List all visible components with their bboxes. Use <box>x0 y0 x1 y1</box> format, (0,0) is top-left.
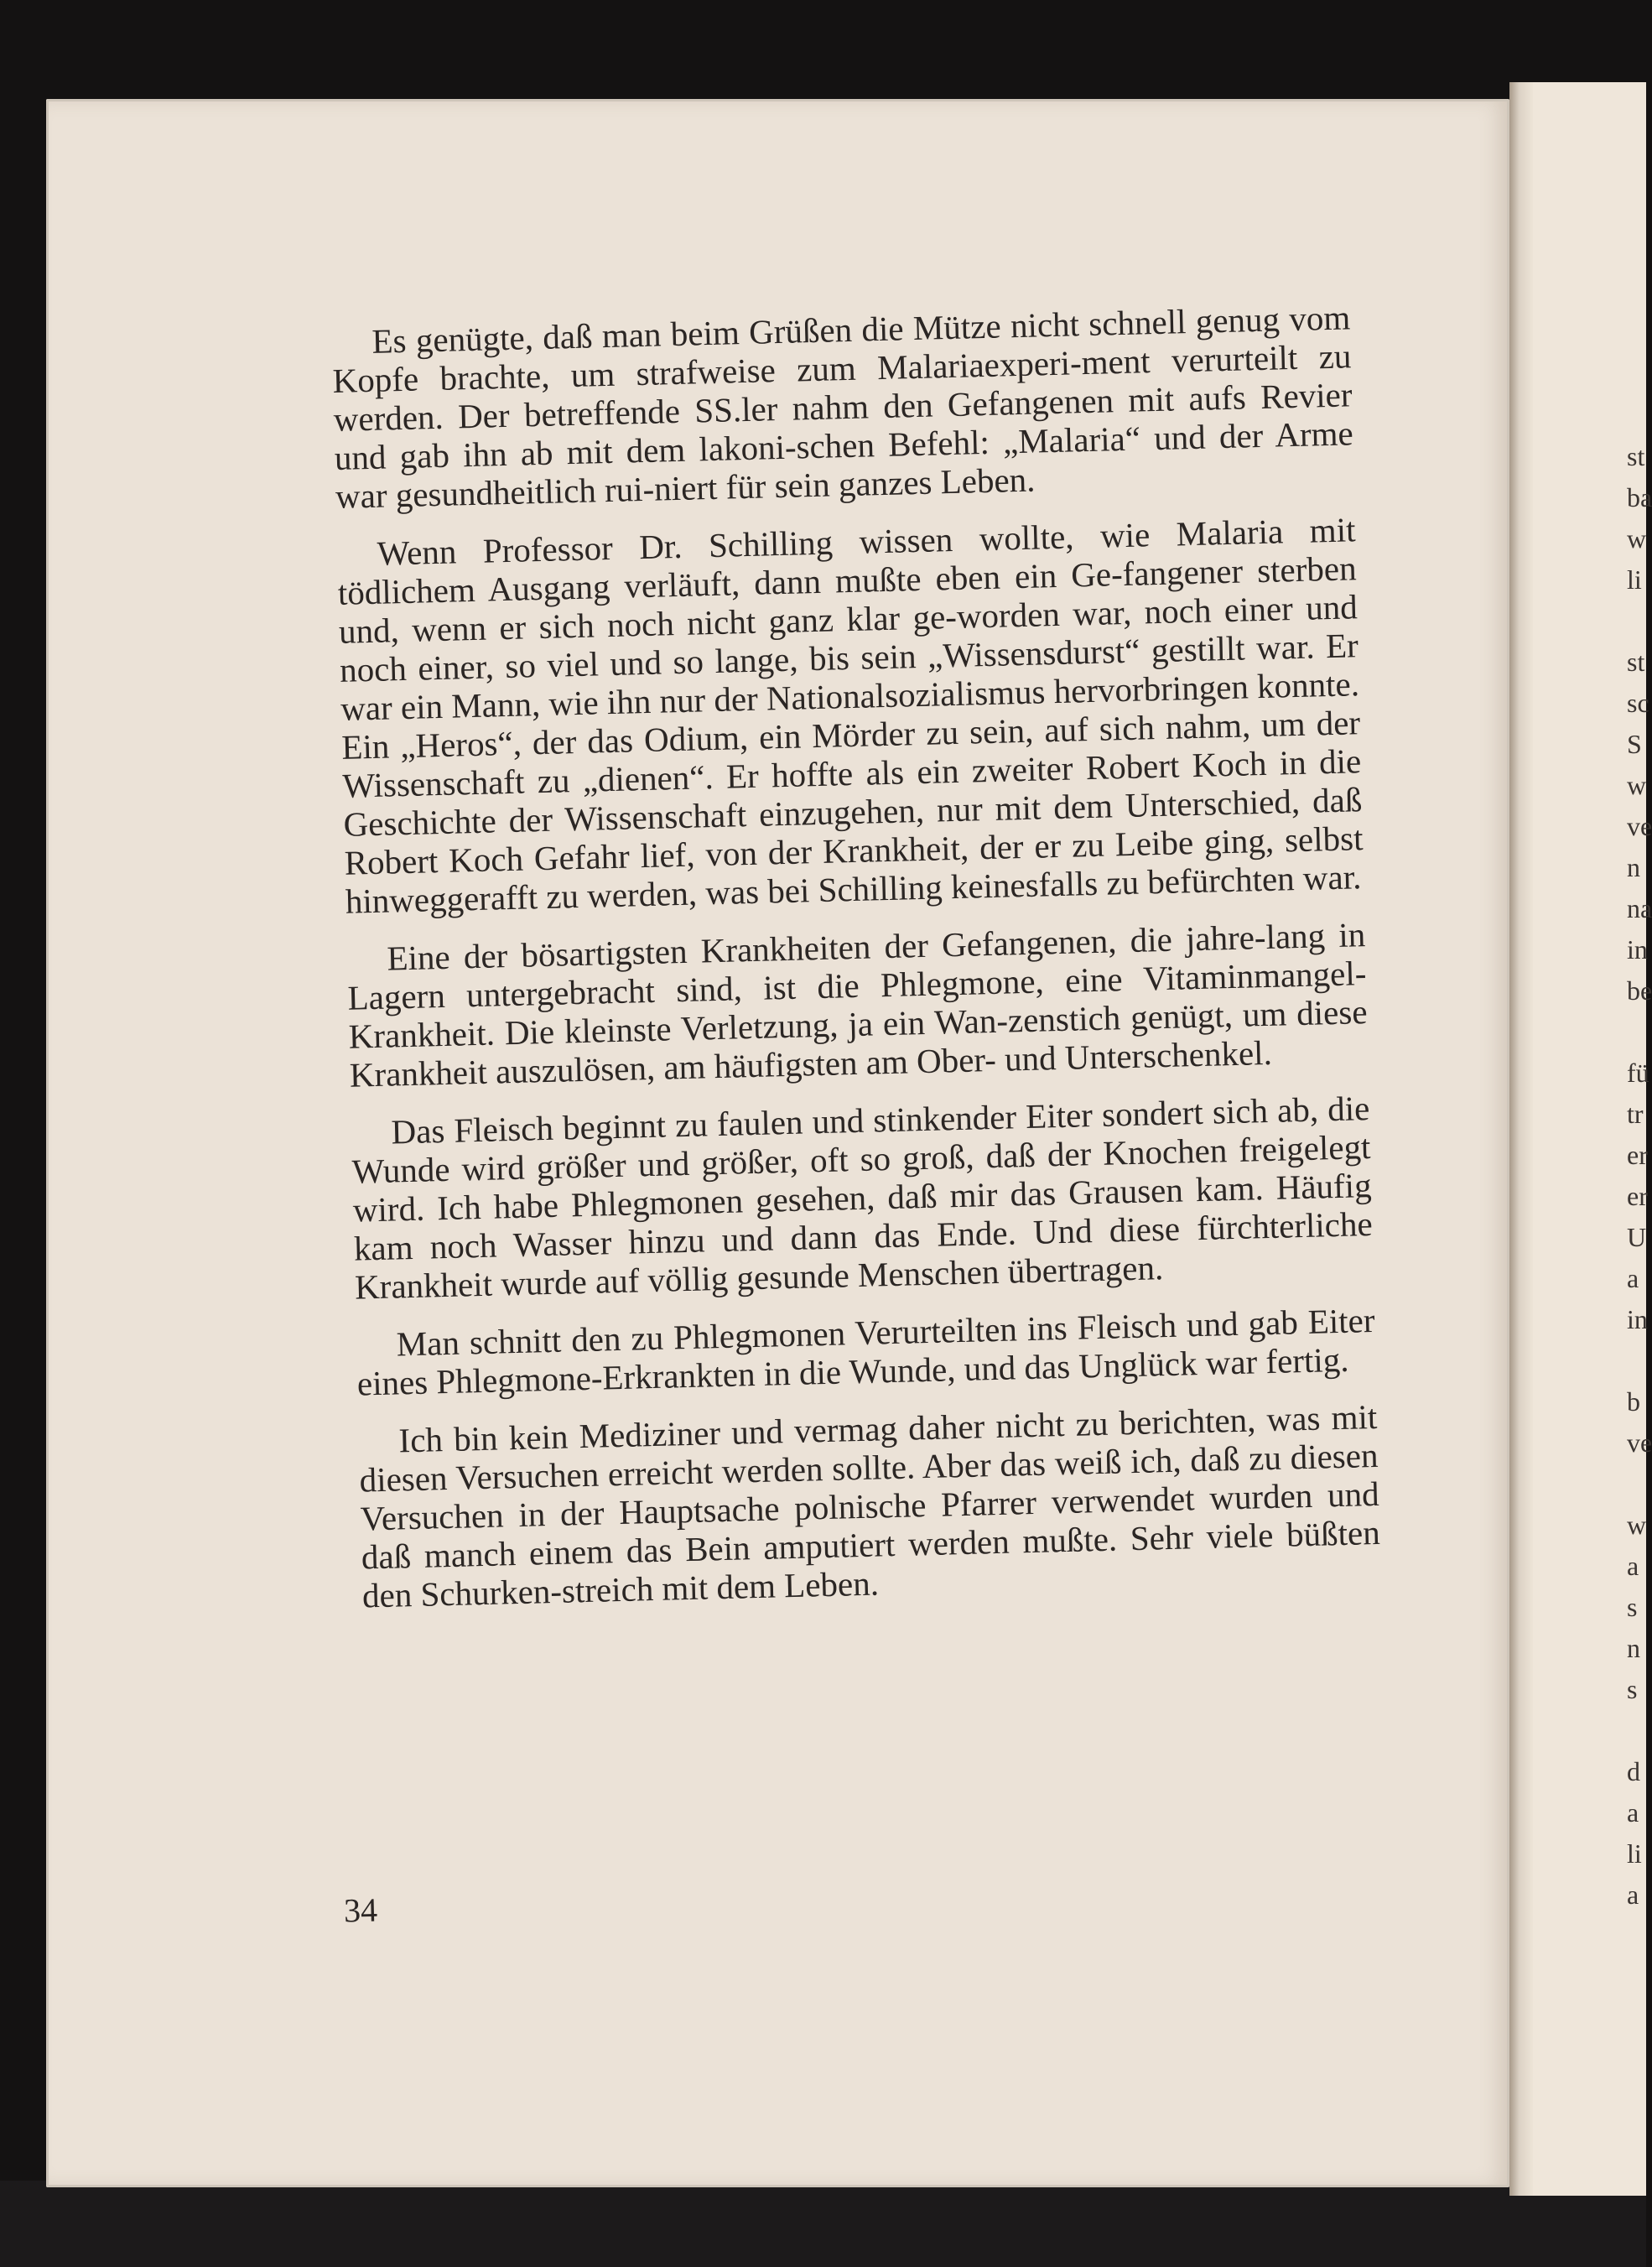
paragraph-5: Man schnitt den zu Phlegmonen Verurteilten ins Fleisch und gab Eiter eines Phlegmone-Erkrankten in die Wunde, und das Unglück war fertig. <box>356 1300 1375 1403</box>
facing-page-text-fragments: st ba w li st sc S w ve n na in be fü tr er er U a in b ve w a s n s d a li a <box>1627 441 1652 1910</box>
paragraph-1: Es genügte, daß man beim Grüßen die Mütze nicht schnell genug vom Kopfe brachte, um strafweise zum Malariaexperi-ment verurteilt zu werden. Der betreffende SS.ler nahm den Gefangenen mit aufs Revier und gab ihn ab mit dem lakoni-schen Befehl: „Malaria“ und der Arme war gesundheitlich rui-niert für sein ganzes Leben. <box>332 298 1354 516</box>
paragraph-6: Ich bin kein Mediziner und vermag daher nicht zu berichten, was mit diesen Versuchen erreicht werden sollte. Aber das weiß ich, daß zu diesen Versuchen in der Hauptsache polnische Pfarrer verwendet wurden und daß manch einem das Bein amputiert werden mußte. Sehr viele büßten den Schurken-streich mit dem Leben. <box>359 1396 1381 1615</box>
paragraph-2: Wenn Professor Dr. Schilling wissen wollte, wie Malaria mit tödlichem Ausgang verläuft, dann mußte eben ein Ge-fangener sterben und, wenn er sich noch nicht ganz klar ge-worden war, noch einer und noch einer, so viel und so lange, bis sein „Wissensdurst“ gestillt war. Er war ein Mann, wie ihn nur der Nationalsozialismus hervorbringen konnte. Ein „Heros“, der das Odium, ein Mörder zu sein, auf sich nahm, um der Wissenschaft zu „dienen“. Er hoffte als ein zweiter Robert Koch in die Geschichte der Wissenschaft einzugehen, nur mit dem Unterschied, daß Robert Koch Gefahr lief, von der Krankheit, der er zu Leibe ging, selbst hinweggerafft zu werden, was bei Schilling keinesfalls zu befürchten war. <box>337 510 1364 921</box>
page-number: 34 <box>343 1890 378 1930</box>
paragraph-3: Eine der bösartigsten Krankheiten der Gefangenen, die jahre-lang in Lagern untergebracht sind, ist die Phlegmone, eine Vitaminmangel-Krankheit. Die kleinste Verletzung, ja ein Wan-zenstich genügt, um diese Krankheit auszulösen, am häufigsten am Ober- und Unterschenkel. <box>347 915 1368 1095</box>
book-gutter <box>1509 82 1535 2196</box>
paragraph-4: Das Fleisch beginnt zu faulen und stinkender Eiter sondert sich ab, die Wunde wird größer und größer, oft so groß, daß der Knochen freigelegt wird. Ich habe Phlegmonen gesehen, daß mir das Grausen kam. Häufig kam noch Wasser hinzu und dann das Ende. Und diese fürchterliche Krankheit wurde auf völlig gesunde Menschen übertragen. <box>351 1089 1374 1307</box>
page-body-text <box>331 298 1381 1614</box>
dark-backdrop <box>0 2181 1646 2267</box>
